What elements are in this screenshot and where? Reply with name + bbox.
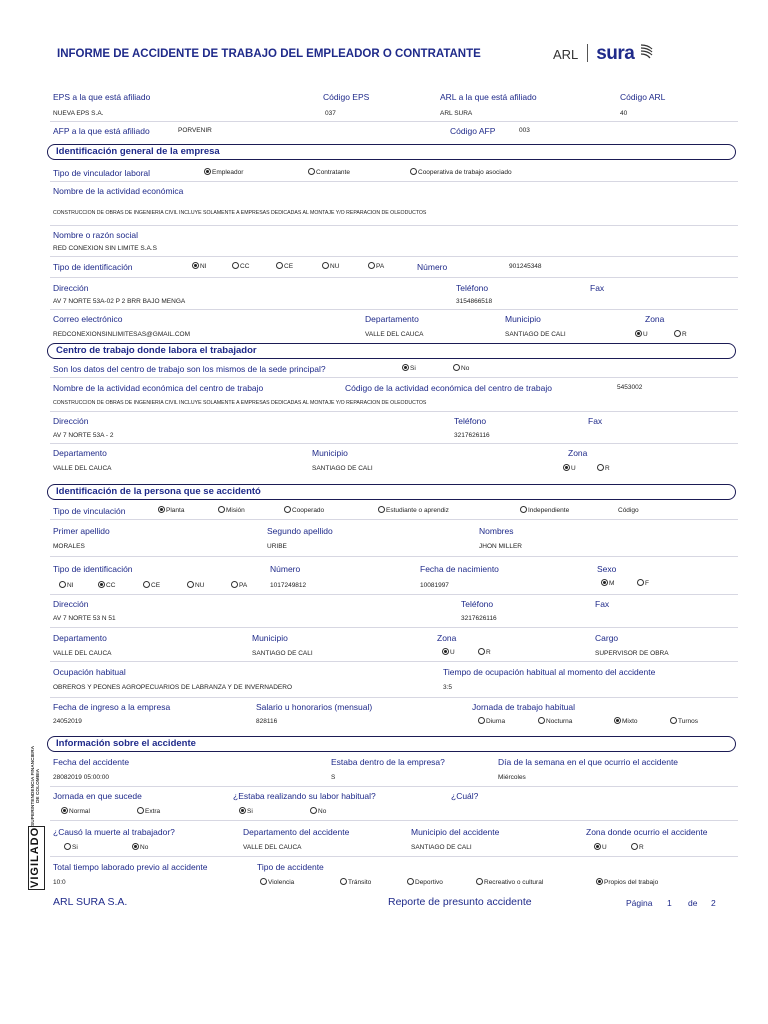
- persona-tipo-id-label: Tipo de identificación: [53, 564, 133, 574]
- persona-telefono-value: 3217626116: [461, 615, 497, 622]
- segundo-apellido-value: URIBE: [267, 543, 287, 550]
- footer-de-label: de: [688, 898, 698, 908]
- radio-icon[interactable]: [538, 717, 545, 724]
- numero-label: Número: [417, 262, 448, 272]
- radio-selected-icon[interactable]: [594, 843, 601, 850]
- radio-icon[interactable]: [631, 843, 638, 850]
- radio-selected-icon[interactable]: [442, 648, 449, 655]
- ocupacion-value: OBREROS Y PEONES AGROPECUARIOS DE LABRANZA Y DE INVERNADERO: [53, 684, 293, 691]
- radio-id-ni[interactable]: NI: [192, 262, 207, 270]
- radio-persona-nu[interactable]: NU: [187, 581, 204, 589]
- vinculacion-label: Tipo de vinculación: [53, 506, 126, 516]
- razon-social-value: RED CONEXION SIN LIMITE S.A.S: [53, 245, 158, 252]
- zona-accidente-label: Zona donde ocurrio el accidente: [586, 827, 708, 837]
- radio-icon[interactable]: [232, 262, 239, 269]
- radio-independiente[interactable]: Independiente: [520, 506, 569, 514]
- radio-selected-icon[interactable]: [601, 579, 608, 586]
- cual-label: ¿Cuál?: [451, 791, 479, 801]
- arl-label: ARL a la que está afiliado: [440, 92, 537, 102]
- tiempo-ocupacion-label: Tiempo de ocupación habitual al momento del accidente: [443, 667, 656, 677]
- centro-departamento-label: Departamento: [53, 448, 107, 458]
- radio-persona-pa[interactable]: PA: [231, 581, 247, 589]
- section-accidente-title: Información sobre el accidente: [56, 738, 196, 749]
- ocupacion-label: Ocupación habitual: [53, 667, 126, 677]
- centro-fax-label: Fax: [588, 416, 603, 426]
- numero-value: 901245348: [509, 263, 542, 270]
- direccion-value: AV 7 NORTE 53A-02 P 2 BRR BAJO MENGA: [53, 298, 186, 305]
- footer-pagina-label: Página: [626, 898, 653, 908]
- labor-habitual-label: ¿Estaba realizando su labor habitual?: [233, 791, 376, 801]
- municipio-accidente-value: SANTIAGO DE CALI: [411, 844, 472, 851]
- radio-selected-icon[interactable]: [61, 807, 68, 814]
- sexo-label: Sexo: [597, 564, 617, 574]
- nombres-label: Nombres: [479, 526, 514, 536]
- radio-icon[interactable]: [64, 843, 71, 850]
- radio-labor-si[interactable]: Si: [239, 807, 253, 815]
- radio-persona-ni[interactable]: NI: [59, 581, 74, 589]
- radio-selected-icon[interactable]: [192, 262, 199, 269]
- section-accidente: [47, 736, 736, 752]
- telefono-label: Teléfono: [456, 283, 489, 293]
- radio-selected-icon[interactable]: [158, 506, 165, 513]
- primer-apellido-label: Primer apellido: [53, 526, 110, 536]
- radio-cooperado[interactable]: Cooperado: [284, 506, 324, 514]
- radio-icon[interactable]: [308, 168, 315, 175]
- radio-icon[interactable]: [453, 364, 460, 371]
- radio-labor-no[interactable]: No: [310, 807, 326, 815]
- radio-recreativo[interactable]: Recreativo o cultural: [476, 878, 543, 886]
- superintendencia-text: SUPERINTENDENCIA FINANCIERA DE COLOMBIA: [31, 745, 41, 826]
- dia-semana-label: Día de la semana en el que ocurrio el accidente: [498, 757, 679, 767]
- correo-label: Correo electrónico: [53, 314, 123, 324]
- direccion-label: Dirección: [53, 283, 89, 293]
- radio-extra[interactable]: Extra: [137, 807, 160, 815]
- radio-turnos[interactable]: Turnos: [670, 717, 698, 725]
- tiempo-ocupacion-value: 3:5: [443, 684, 453, 691]
- radio-icon[interactable]: [597, 464, 604, 471]
- radio-diurna[interactable]: Diurna: [478, 717, 505, 725]
- radio-sexo-f[interactable]: F: [637, 579, 649, 587]
- persona-direccion-label: Dirección: [53, 599, 89, 609]
- total-tiempo-value: 10:0: [53, 879, 66, 886]
- persona-departamento-value: VALLE DEL CAUCA: [53, 650, 112, 657]
- radio-muerte-no[interactable]: No: [132, 843, 148, 851]
- radio-id-pa[interactable]: PA: [368, 262, 384, 270]
- radio-nocturna[interactable]: Nocturna: [538, 717, 572, 725]
- radio-icon[interactable]: [143, 581, 150, 588]
- centro-direccion-label: Dirección: [53, 416, 89, 426]
- radio-icon[interactable]: [476, 878, 483, 885]
- section-persona: [47, 484, 736, 500]
- municipio-accidente-label: Municipio del accidente: [411, 827, 500, 837]
- cargo-label: Cargo: [595, 633, 619, 643]
- radio-id-cc[interactable]: CC: [232, 262, 249, 270]
- radio-icon[interactable]: [670, 717, 677, 724]
- ingreso-label: Fecha de ingreso a la empresa: [53, 702, 171, 712]
- logo-sura-text: sura: [596, 43, 635, 64]
- radio-icon[interactable]: [322, 262, 329, 269]
- telefono-value: 3154866518: [456, 298, 493, 305]
- persona-fax-label: Fax: [595, 599, 610, 609]
- muerte-label: ¿Causó la muerte al trabajador?: [53, 827, 175, 837]
- jornada-sucede-label: Jornada en que sucede: [53, 791, 142, 801]
- dentro-empresa-value: S: [331, 774, 336, 781]
- radio-icon[interactable]: [187, 581, 194, 588]
- radio-icon[interactable]: [137, 807, 144, 814]
- section-persona-title: Identificación de la persona que se accidentó: [56, 486, 261, 497]
- radio-propios[interactable]: Propios del trabajo: [596, 878, 658, 886]
- centro-telefono-label: Teléfono: [454, 416, 487, 426]
- radio-icon[interactable]: [284, 506, 291, 513]
- primer-apellido-value: MORALES: [53, 543, 85, 550]
- persona-departamento-label: Departamento: [53, 633, 107, 643]
- centro-departamento-value: VALLE DEL CAUCA: [53, 465, 112, 472]
- depto-accidente-label: Departamento del accidente: [243, 827, 350, 837]
- radio-icon[interactable]: [231, 581, 238, 588]
- radio-icon[interactable]: [637, 579, 644, 586]
- persona-direccion-value: AV 7 NORTE 53 N 51: [53, 615, 116, 622]
- radio-selected-icon[interactable]: [402, 364, 409, 371]
- radio-id-nu[interactable]: NU: [322, 262, 339, 270]
- radio-planta[interactable]: Planta: [158, 506, 184, 514]
- radio-icon[interactable]: [378, 506, 385, 513]
- codigo-afp-value: 003: [519, 127, 530, 134]
- radio-icon[interactable]: [478, 648, 485, 655]
- form-title: INFORME DE ACCIDENTE DE TRABAJO DEL EMPLEADOR O CONTRATANTE: [57, 48, 481, 60]
- persona-zona-label: Zona: [437, 633, 457, 643]
- tipo-accidente-label: Tipo de accidente: [257, 862, 324, 872]
- codigo-arl-value: 40: [620, 110, 628, 117]
- logo-arl-text: ARL: [553, 47, 579, 62]
- fax-label: Fax: [590, 283, 605, 293]
- actividad-label: Nombre de la actividad económica: [53, 186, 184, 196]
- radio-icon[interactable]: [340, 878, 347, 885]
- radio-icon[interactable]: [310, 807, 317, 814]
- nacimiento-label: Fecha de nacimiento: [420, 564, 499, 574]
- municipio-value: SANTIAGO DE CALI: [505, 331, 566, 338]
- footer-page-number: 1: [667, 898, 672, 908]
- radio-centro-zona-u[interactable]: U: [563, 464, 576, 472]
- arl-sura-logo: [553, 42, 655, 65]
- radio-contratante[interactable]: Contratante: [308, 168, 350, 176]
- fecha-accidente-label: Fecha del accidente: [53, 757, 130, 767]
- actividad-value: CONSTRUCCION DE OBRAS DE INGENIERIA CIVIL INCLUYE SOLAMENTE A EMPRESAS DEDICADAS AL MONTAJE Y/O REPARACION DE OLEODUCTOS: [53, 210, 427, 216]
- radio-mision[interactable]: Misión: [218, 506, 245, 514]
- departamento-value: VALLE DEL CAUCA: [365, 331, 424, 338]
- eps-label: EPS a la que está afiliado: [53, 92, 151, 102]
- footer-company: ARL SURA S.A.: [53, 896, 128, 908]
- radio-icon[interactable]: [674, 330, 681, 337]
- radio-deportivo[interactable]: Deportivo: [407, 878, 443, 886]
- radio-empleador[interactable]: Empleador: [204, 168, 243, 176]
- centro-actividad-label: Nombre de la actividad económica del centro de trabajo: [53, 383, 264, 393]
- razon-social-label: Nombre o razón social: [53, 230, 139, 240]
- radio-cooperativa[interactable]: Cooperativa de trabajo asociado: [410, 168, 512, 176]
- radio-icon[interactable]: [218, 506, 225, 513]
- radio-selected-icon[interactable]: [239, 807, 246, 814]
- radio-selected-icon[interactable]: [635, 330, 642, 337]
- radio-id-ce[interactable]: CE: [276, 262, 293, 270]
- radio-icon[interactable]: [478, 717, 485, 724]
- radio-icon[interactable]: [407, 878, 414, 885]
- codigo-afp-label: Código AFP: [450, 126, 496, 136]
- dia-semana-value: Miércoles: [498, 774, 526, 781]
- centro-actividad-value: CONSTRUCCION DE OBRAS DE INGENIERIA CIVIL INCLUYE SOLAMENTE A EMPRESAS DEDICADAS AL MONTAJE Y/O REPARACION DE OLEODUCTOS: [53, 400, 427, 406]
- radio-muerte-si[interactable]: Si: [64, 843, 78, 851]
- codigo-arl-label: Código ARL: [620, 92, 666, 102]
- radio-sexo-m[interactable]: M: [601, 579, 614, 587]
- centro-codigo-value: 5453002: [617, 384, 643, 391]
- radio-selected-icon[interactable]: [563, 464, 570, 471]
- radio-transito[interactable]: Tránsito: [340, 878, 371, 886]
- fecha-accidente-value: 28082019 05:00:00: [53, 774, 110, 781]
- total-tiempo-label: Total tiempo laborado previo al accidente: [53, 862, 208, 872]
- section-centro: [47, 343, 736, 359]
- tipo-vinculador-label: Tipo de vinculador laboral: [53, 168, 151, 178]
- radio-icon[interactable]: [520, 506, 527, 513]
- radio-persona-zona-u[interactable]: U: [442, 648, 455, 656]
- section-empresa: [47, 144, 736, 160]
- radio-selected-icon[interactable]: [596, 878, 603, 885]
- radio-persona-zona-r[interactable]: R: [478, 648, 491, 656]
- vigilado-text: VIGILADO: [29, 826, 41, 888]
- correo-value: REDCONEXIONSINLIMITESAS@GMAIL.COM: [53, 331, 190, 338]
- radio-icon[interactable]: [260, 878, 267, 885]
- centro-direccion-value: AV 7 NORTE 53A - 2: [53, 432, 114, 439]
- radio-persona-cc[interactable]: CC: [98, 581, 115, 589]
- depto-accidente-value: VALLE DEL CAUCA: [243, 844, 302, 851]
- radio-icon[interactable]: [59, 581, 66, 588]
- persona-numero-label: Número: [270, 564, 301, 574]
- section-empresa-title: Identificación general de la empresa: [56, 146, 220, 157]
- afp-value: PORVENIR: [178, 127, 212, 134]
- arl-value: ARL SURA: [440, 110, 473, 117]
- centro-municipio-label: Municipio: [312, 448, 348, 458]
- radio-icon[interactable]: [368, 262, 375, 269]
- radio-centro-zona-r[interactable]: R: [597, 464, 610, 472]
- segundo-apellido-label: Segundo apellido: [267, 526, 333, 536]
- nombres-value: JHON MILLER: [479, 543, 522, 550]
- salario-label: Salario u honorarios (mensual): [256, 702, 373, 712]
- mismos-label: Son los datos del centro de trabajo son los mismos de la sede principal?: [53, 364, 326, 374]
- radio-selected-icon[interactable]: [204, 168, 211, 175]
- radio-estudiante[interactable]: Estudiante o aprendiz: [378, 506, 449, 514]
- radio-selected-icon[interactable]: [614, 717, 621, 724]
- radio-zona-u[interactable]: U: [635, 330, 648, 338]
- centro-zona-label: Zona: [568, 448, 588, 458]
- departamento-label: Departamento: [365, 314, 419, 324]
- radio-accidente-zona-u[interactable]: U: [594, 843, 607, 851]
- radio-icon[interactable]: [410, 168, 417, 175]
- radio-normal[interactable]: Normal: [61, 807, 90, 815]
- municipio-label: Municipio: [505, 314, 541, 324]
- cargo-value: SUPERVISOR DE OBRA: [595, 650, 669, 657]
- centro-codigo-label: Código de la actividad económica del centro de trabajo: [345, 383, 552, 393]
- radio-mismos-si[interactable]: Si: [402, 364, 416, 372]
- nacimiento-value: 10081997: [420, 582, 449, 589]
- afp-label: AFP a la que está afiliado: [53, 126, 150, 136]
- radio-selected-icon[interactable]: [98, 581, 105, 588]
- tipo-id-label: Tipo de identificación: [53, 262, 133, 272]
- persona-municipio-label: Municipio: [252, 633, 288, 643]
- persona-telefono-label: Teléfono: [461, 599, 494, 609]
- salario-value: 828116: [256, 718, 278, 725]
- codigo-eps-label: Código EPS: [323, 92, 370, 102]
- persona-numero-value: 1017249812: [270, 582, 307, 589]
- jornada-habitual-label: Jornada de trabajo habitual: [472, 702, 576, 712]
- radio-selected-icon[interactable]: [132, 843, 139, 850]
- radio-zona-r[interactable]: R: [674, 330, 687, 338]
- radio-icon[interactable]: [276, 262, 283, 269]
- radio-mismos-no[interactable]: No: [453, 364, 469, 372]
- radio-violencia[interactable]: Violencia: [260, 878, 294, 886]
- radio-persona-ce[interactable]: CE: [143, 581, 160, 589]
- persona-municipio-value: SANTIAGO DE CALI: [252, 650, 313, 657]
- section-centro-title: Centro de trabajo donde labora el trabajador: [56, 345, 257, 356]
- centro-telefono-value: 3217626116: [454, 432, 490, 439]
- eps-value: NUEVA EPS S.A.: [53, 110, 104, 117]
- sura-wing-icon: [639, 42, 655, 60]
- dentro-empresa-label: Estaba dentro de la empresa?: [331, 757, 445, 767]
- codigo-label: Código: [618, 507, 639, 514]
- radio-mixto[interactable]: Mixto: [614, 717, 638, 725]
- ingreso-value: 24052019: [53, 718, 82, 725]
- footer-report: Reporte de presunto accidente: [388, 896, 532, 908]
- zona-label: Zona: [645, 314, 665, 324]
- footer-total-pages: 2: [711, 898, 716, 908]
- radio-accidente-zona-r[interactable]: R: [631, 843, 644, 851]
- centro-municipio-value: SANTIAGO DE CALI: [312, 465, 373, 472]
- codigo-eps-value: 037: [325, 110, 336, 117]
